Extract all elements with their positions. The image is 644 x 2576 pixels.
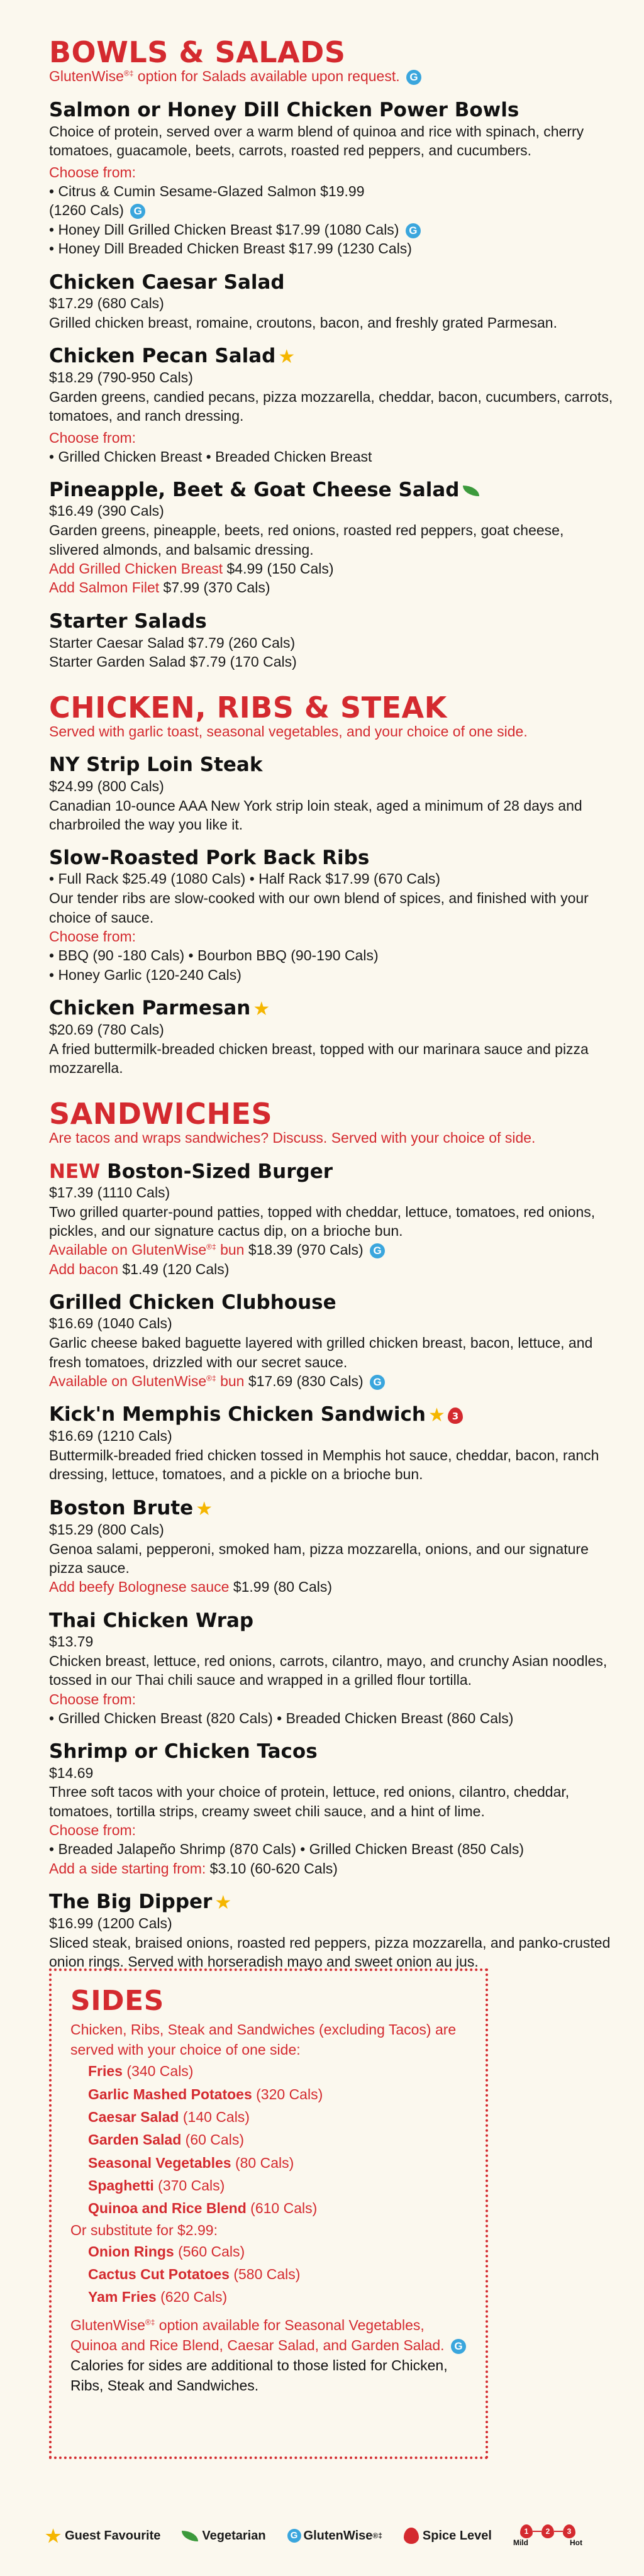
menu-item [49,753,615,834]
menu-item [49,1291,615,1391]
item-name: Chicken Pecan Salad ★ [49,344,296,368]
item-name: NEW Boston-Sized Burger [49,1160,333,1183]
item-name: NY Strip Loin Steak [49,753,263,777]
star-icon: ★ [278,345,296,368]
side-item: Caesar Salad (140 Cals) [88,2108,250,2125]
menu-item [49,1609,615,1728]
legend-spice-level: Spice Level [404,2528,492,2544]
item-price: $16.69 (1210 Cals) [49,1428,172,1445]
option-line: • Citrus & Cumin Sesame-Glazed Salmon $19.99 [49,183,365,200]
item-price: $16.69 (1040 Cals) [49,1315,172,1332]
glutenwise-icon: G [370,1243,385,1258]
star-icon: ★ [214,1892,232,1914]
sides-intro: Chicken, Ribs, Steak and Sandwiches (excluding Tacos) are served with your choice of one side: [70,2021,457,2058]
add-on: Add Salmon Filet $7.99 (370 Cals) [49,579,270,596]
choose-label: Choose from: [49,928,136,945]
menu-item [49,1740,615,1878]
sandwiches-section [49,1096,615,1972]
side-item: Onion Rings (560 Cals) [88,2243,245,2260]
item-price: $13.79 [49,1633,94,1650]
item-description: Two grilled quarter-pound patties, topped with cheddar, lettuce, tomatoes, red onions, pickles, and our signature cactus dip, on a brioche bun. [49,1203,596,1239]
item-name: Kick'n Memphis Chicken Sandwich ★ 3 [49,1403,615,1427]
item-description: Garden greens, candied pecans, pizza mozzarella, cheddar, bacon, cucumbers, carrots, tomatoes, and ranch dressing. [49,388,613,425]
item-description: A fried buttermilk-breaded chicken breast, topped with our marinara sauce and pizza mozzarella. [49,1041,589,1077]
item-price: $15.29 (800 Cals) [49,1521,164,1538]
item-name: Pineapple, Beet & Goat Cheese Salad [49,479,615,502]
menu-item [49,1160,615,1279]
item-name: Boston Brute ★ [49,1496,213,1520]
substitute-list [70,2240,467,2309]
calorie-note: Calories for sides are additional to those listed for Chicken, Ribs, Steak and Sandwiches. [70,2357,448,2394]
section-title: BOWLS & SALADS [49,35,346,69]
choose-label: Choose from: [49,429,136,446]
legend-guest-favourite: ★ Guest Favourite [45,2526,161,2546]
star-icon: ★ [45,2526,62,2546]
option-line: • Honey Dill Breaded Chicken Breast $17.99 (1230 Cals) [49,240,412,257]
glutenwise-note: GlutenWise®‡ option available for Seasonal Vegetables, Quinoa and Rice Blend, Caesar Salad, and Garden Salad. G [70,2315,467,2355]
star-icon: ★ [428,1404,445,1427]
glutenwise-icon: G [370,1375,385,1390]
spice-scale [513,2524,582,2547]
option-line: Starter Garden Salad $7.79 (170 Cals) [49,653,297,670]
section-subtitle: Served with garlic toast, seasonal vegetables, and your choice of one side. [49,723,528,740]
glutenwise-option: Available on GlutenWise®‡ bun $18.39 (970 Cals) G [49,1240,615,1259]
option-line: • Honey Garlic (120-240 Cals) [49,966,242,983]
item-name: Slow-Roasted Pork Back Ribs [49,847,370,870]
menu-item [49,99,615,258]
legend-glutenwise: G GlutenWise ®‡ [287,2529,382,2543]
side-item: Garlic Mashed Potatoes (320 Cals) [88,2085,323,2102]
item-description: Canadian 10-ounce AAA New York strip loin steak, aged a minimum of 28 days and charbroiled the way you like it. [49,797,582,833]
menu-page [49,35,615,1984]
side-item: Quinoa and Rice Blend (610 Cals) [88,2200,318,2217]
bowls-section [49,35,615,672]
item-price: $18.29 (790-950 Cals) [49,369,193,386]
option-line: (1260 Cals) G [49,201,615,219]
choose-label: Choose from: [49,1690,136,1707]
side-item: Cactus Cut Potatoes (580 Cals) [88,2266,301,2283]
section-title: SIDES [70,1985,164,2017]
add-on: Add bacon $1.49 (120 Cals) [49,1260,230,1277]
item-name: Chicken Parmesan ★ [49,997,270,1021]
section-title: SANDWICHES [49,1096,273,1131]
side-item: Fries (340 Cals) [88,2063,194,2080]
item-description: Garlic cheese baked baguette layered with grilled chicken breast, bacon, lettuce, and fresh tomatoes, drizzled with our secret sauce. [49,1335,593,1370]
hot-label: Hot [569,2538,582,2547]
spice-icon: 3 [448,1407,463,1424]
menu-item [49,271,615,332]
option-line: • Grilled Chicken Breast (820 Cals) • Breaded Chicken Breast (860 Cals) [49,1709,514,1726]
item-description: Genoa salami, pepperoni, smoked ham, pizza mozzarella, onions, and our signature pizza sauce. [49,1540,589,1577]
glutenwise-icon: G [130,204,145,219]
section-subtitle: GlutenWise®‡ option for Salads available upon request. G [49,67,615,86]
mild-label: Mild [513,2538,528,2547]
item-description: Three soft tacos with your choice of protein, lettuce, red onions, cilantro, cheddar, tomatoes, tortilla strips, creamy sweet chili sauce, and a hint of lime. [49,1784,570,1819]
glutenwise-icon: G [451,2339,466,2354]
item-price: $17.39 (1110 Cals) [49,1184,170,1201]
item-price: $16.49 (390 Cals) [49,502,164,519]
option-line: • Grilled Chicken Breast • Breaded Chicken Breast [49,448,372,465]
item-price: $14.69 [49,1764,94,1781]
item-description: Our tender ribs are slow-cooked with our own blend of spices, and finished with your choice of sauce. [49,890,589,926]
spice-3-icon: 3 [563,2524,575,2538]
legend-vegetarian: Vegetarian [182,2529,265,2543]
glutenwise-icon: G [406,223,421,238]
glutenwise-icon: G [406,70,421,85]
spice-icon [404,2528,419,2544]
side-list [70,2060,467,2219]
menu-item [49,1890,615,1972]
item-description: Grilled chicken breast, romaine, croutons, bacon, and freshly grated Parmesan. [49,314,557,331]
option-line: Starter Caesar Salad $7.79 (260 Cals) [49,634,296,651]
item-description: Choice of protein, served over a warm blend of quinoa and rice with spinach, cherry tomatoes, guacamole, beets, carrots, roasted red peppers, and cucumbers. [49,123,584,159]
star-icon: ★ [196,1497,213,1520]
side-item: Garden Salad (60 Cals) [88,2131,244,2148]
glutenwise-icon: G [287,2529,301,2543]
menu-item [49,610,615,672]
legend [45,2523,605,2548]
item-name: Salmon or Honey Dill Chicken Power Bowls [49,98,519,121]
side-item: Yam Fries (620 Cals) [88,2289,228,2306]
item-description: Garden greens, pineapple, beets, red onions, roasted red peppers, goat cheese, slivered almonds, and balsamic dressing. [49,522,564,558]
item-name: Thai Chicken Wrap [49,1609,254,1632]
item-name: Shrimp or Chicken Tacos [49,1740,318,1763]
side-item: Seasonal Vegetables (80 Cals) [88,2154,294,2171]
menu-item [49,479,615,597]
menu-item [49,847,615,984]
choose-label: Choose from: [49,164,136,180]
star-icon: ★ [253,998,270,1021]
item-name: The Big Dipper ★ [49,1890,232,1914]
section-title: CHICKEN, RIBS & STEAK [49,690,447,724]
menu-item [49,1403,615,1484]
item-name: Grilled Chicken Clubhouse [49,1291,336,1314]
glutenwise-option: Available on GlutenWise®‡ bun $17.69 (830 Cals) G [49,1372,615,1391]
sides-box [49,1968,488,2459]
item-price: • Full Rack $25.49 (1080 Cals) • Half Rack $17.99 (670 Cals) [49,870,441,887]
item-price: $16.99 (1200 Cals) [49,1915,172,1932]
menu-item [49,1497,615,1597]
item-description: Chicken breast, lettuce, red onions, carrots, cilantro, mayo, and crunchy Asian noodles, tossed in our Thai chili sauce and wrapped in a grilled flour tortilla. [49,1652,608,1689]
item-name: Starter Salads [49,609,207,633]
option-line: • Breaded Jalapeño Shrimp (870 Cals) • Grilled Chicken Breast (850 Cals) [49,1841,525,1858]
item-description: Sliced steak, braised onions, roasted red peppers, pizza mozzarella, and panko-crusted onion rings. Served with horseradish mayo and sweet onion au jus. [49,1935,611,1970]
item-price: $17.29 (680 Cals) [49,294,164,311]
option-line: • BBQ (90 -180 Cals) • Bourbon BBQ (90-190 Cals) [49,947,379,964]
substitute-label: Or substitute for $2.99: [70,2221,218,2238]
item-description: Buttermilk-breaded fried chicken tossed in Memphis hot sauce, cheddar, bacon, ranch dressing, lettuce, tomatoes, and a pickle on a brioche bun. [49,1447,599,1483]
add-on: Add beefy Bolognese sauce $1.99 (80 Cals) [49,1579,333,1596]
ribs-section [49,690,615,1078]
item-price: $20.69 (780 Cals) [49,1021,164,1038]
item-price: $24.99 (800 Cals) [49,777,164,794]
option-line: • Honey Dill Grilled Chicken Breast $17.99 (1080 Cals) G [49,220,615,239]
add-on: Add Grilled Chicken Breast $4.99 (150 Cals) [49,560,334,577]
item-name: Chicken Caesar Salad [49,270,285,294]
leaf-icon [182,2531,198,2541]
spice-2-icon: 2 [541,2524,554,2538]
add-on: Add a side starting from: $3.10 (60-620 Cals) [49,1860,338,1877]
spice-1-icon: 1 [520,2524,533,2538]
side-item: Spaghetti (370 Cals) [88,2177,225,2194]
menu-item [49,345,615,466]
new-badge: NEW [49,1160,101,1183]
section-subtitle: Are tacos and wraps sandwiches? Discuss. Served with your choice of side. [49,1129,536,1146]
menu-item [49,997,615,1078]
choose-label: Choose from: [49,1822,136,1839]
leaf-icon [463,486,479,496]
